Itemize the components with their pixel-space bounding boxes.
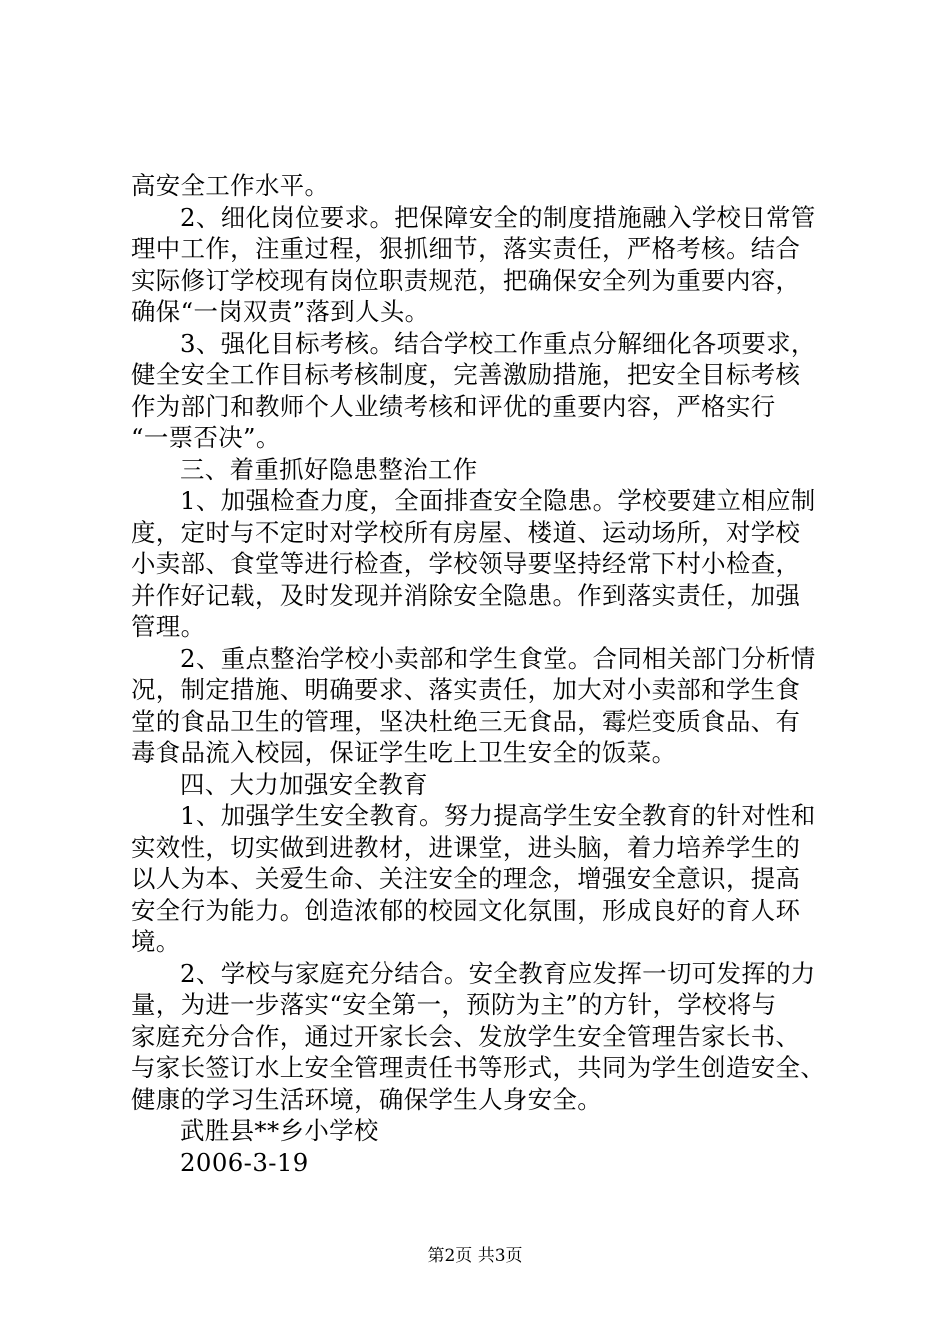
text-line-2: 2、细化岗位要求。把保障安全的制度措施融入学校日常管 — [180, 202, 816, 232]
section-heading-3: 三、着重抓好隐患整治工作 — [180, 454, 478, 484]
text-line-5: 确保“一岗双责”落到人头。 — [131, 297, 430, 326]
text-line-19: 毒食品流入校园，保证学生吃上卫生安全的饭菜。 — [131, 738, 677, 767]
text-line-26: 2、学校与家庭充分结合。安全教育应发挥一切可发挥的力 — [180, 958, 816, 988]
text-line-23: 以人为本、关爱生命、关注安全的理念，增强安全意识，提高 — [131, 864, 801, 893]
signature-school-name: 武胜县**乡小学校 — [180, 1116, 379, 1145]
page-footer — [0, 1245, 950, 1267]
section-heading-4: 四、大力加强安全教育 — [180, 769, 428, 799]
text-line-12: 度，定时与不定时对学校所有房屋、楼道、运动场所，对学校 — [131, 517, 801, 547]
text-line-14: 并作好记载，及时发现并消除安全隐患。作到落实责任，加强 — [131, 580, 801, 610]
text-line-17: 况，制定措施、明确要求、落实责任，加大对小卖部和学生食 — [131, 675, 801, 704]
text-line-18: 堂的食品卫生的管理，坚决杜绝三无食品，霉烂变质食品、有 — [131, 706, 801, 736]
text-line-9: “一票否决”。 — [131, 423, 281, 452]
signature-date: 2006-3-19 — [180, 1147, 309, 1177]
text-line-21: 1、加强学生安全教育。努力提高学生安全教育的针对性和 — [180, 801, 816, 830]
text-line-13: 小卖部、食堂等进行检查，学校领导要坚持经常下村小检查， — [131, 549, 801, 578]
text-line-24: 安全行为能力。创造浓郁的校园文化氛围，形成良好的育人环 — [131, 895, 801, 925]
text-line-11: 1、加强检查力度，全面排查安全隐患。学校要建立相应制 — [180, 486, 816, 515]
text-line-1: 高安全工作水平。 — [131, 171, 330, 200]
text-line-30: 健康的学习生活环境，确保学生人身安全。 — [131, 1084, 603, 1114]
text-line-6: 3、强化目标考核。结合学校工作重点分解细化各项要求， — [180, 328, 816, 358]
text-line-4: 实际修订学校现有岗位职责规范，把确保安全列为重要内容， — [131, 265, 801, 295]
text-line-25: 境。 — [131, 927, 181, 956]
text-line-3: 理中工作，注重过程，狠抓细节，落实责任，严格考核。结合 — [131, 234, 801, 263]
text-line-7: 健全安全工作目标考核制度，完善激励措施，把安全目标考核 — [131, 360, 801, 389]
text-line-8: 作为部门和教师个人业绩考核和评优的重要内容，严格实行 — [131, 391, 776, 421]
text-line-27: 量，为进一步落实“安全第一，预防为主”的方针，学校将与 — [131, 990, 777, 1019]
text-line-22: 实效性，切实做到进教材，进课堂，进头脑，着力培养学生的 — [131, 832, 801, 862]
text-line-28: 家庭充分合作，通过开家长会、发放学生安全管理告家长书、 — [131, 1021, 801, 1051]
text-line-16: 2、重点整治学校小卖部和学生食堂。合同相关部门分析情 — [180, 643, 816, 673]
document-body — [131, 170, 831, 1178]
page-indicator: 第2页 共3页 — [427, 1246, 523, 1266]
text-line-15: 管理。 — [131, 612, 206, 641]
text-line-29: 与家长签订水上安全管理责任书等形式，共同为学生创造安全、 — [131, 1053, 826, 1082]
